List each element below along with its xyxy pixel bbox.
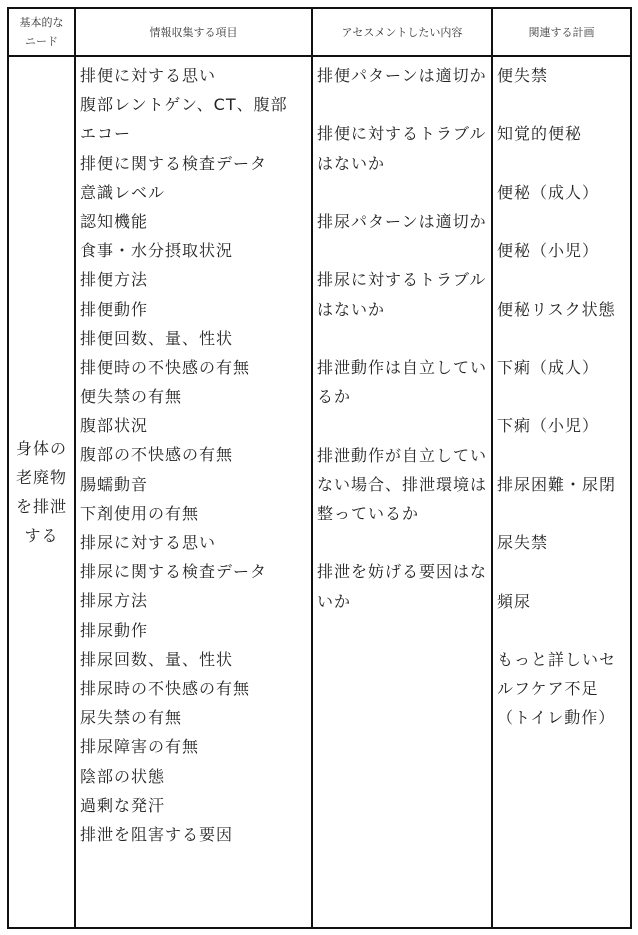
list-item: 過剰な発汗 xyxy=(80,795,166,815)
assessment-cell xyxy=(312,56,492,928)
plan-item: 知覚的便秘 xyxy=(497,124,583,144)
plan-item: 便秘（小児） xyxy=(497,241,600,261)
assessment-item: 排尿に対するトラブルはないか xyxy=(317,270,487,319)
plan-item: 下痢（成人） xyxy=(497,357,600,377)
list-item: 排便に対する思い xyxy=(80,66,217,85)
list-item: 腸蠕動音 xyxy=(80,474,149,494)
plan-item: もっと詳しいセルフケア不足（トイレ動作） xyxy=(497,649,617,728)
assessment-item: 排泄動作が自立していない場合、排泄環境は整っているか xyxy=(317,445,488,523)
list-item: 腹部状況 xyxy=(80,416,149,436)
list-item: 陰部の状態 xyxy=(80,766,166,786)
list-item: 排便動作 xyxy=(80,299,149,319)
list-item: 排便回数、量、性状 xyxy=(80,328,234,348)
need-text: 身体の老廃物を排泄する xyxy=(15,439,67,545)
list-item: 意識レベル xyxy=(80,182,166,202)
list-item: 排尿動作 xyxy=(80,620,149,640)
list-item: 便失禁の有無 xyxy=(80,387,183,407)
list-item: 食事・水分摂取状況 xyxy=(80,241,234,261)
list-item: 排尿回数、量、性状 xyxy=(80,649,234,669)
list-item: 腹部の不快感の有無 xyxy=(80,445,234,465)
list-item: 排便に関する検査データ xyxy=(80,153,268,173)
header-need: 基本的なニード xyxy=(8,8,75,56)
list-item: 排尿時の不快感の有無 xyxy=(80,678,251,698)
list-item: 排尿障害の有無 xyxy=(80,737,200,757)
list-item: 排尿に対する思い xyxy=(80,533,217,552)
care-plan-table xyxy=(7,7,632,929)
list-item: 排尿方法 xyxy=(80,591,149,611)
list-item: 排尿に関する検査データ xyxy=(80,562,268,582)
plans-cell xyxy=(492,56,631,928)
list-item: 下剤使用の有無 xyxy=(80,503,200,523)
assessment-item: 排泄を妨げる要因はないか xyxy=(317,562,488,611)
assessment-item: 排尿パターンは適切か xyxy=(317,211,487,231)
plan-item: 尿失禁 xyxy=(497,533,549,553)
list-item: 排泄を阻害する要因 xyxy=(80,824,234,844)
need-cell xyxy=(8,56,75,928)
plan-item: 下痢（小児） xyxy=(497,416,600,436)
plan-item: 便失禁 xyxy=(497,66,549,85)
items-cell xyxy=(75,56,312,928)
header-row xyxy=(8,8,631,56)
header-items: 情報収集する項目 xyxy=(75,8,312,56)
plan-item: 頻尿 xyxy=(497,591,532,611)
list-item: 腹部レントゲン、CT、腹部 xyxy=(80,95,288,115)
list-item: 尿失禁の有無 xyxy=(80,708,183,728)
assessment-item: 排便パターンは適切か xyxy=(317,66,487,85)
assessment-item: 排泄動作は自立しているか xyxy=(317,357,488,407)
plan-item: 便秘リスク状態 xyxy=(497,299,616,319)
header-assess: アセスメントしたい内容 xyxy=(312,8,492,56)
plan-item: 便秘（成人） xyxy=(497,182,600,202)
plan-item: 排尿困難・尿閉 xyxy=(497,474,617,494)
content-row xyxy=(8,56,631,928)
assessment-item: 排便に対するトラブルはないか xyxy=(317,124,487,173)
list-item: エコー xyxy=(80,124,132,144)
header-plans: 関連する計画 xyxy=(492,8,631,56)
list-item: 認知機能 xyxy=(80,211,149,231)
list-item: 排便方法 xyxy=(80,270,149,290)
list-item: 排便時の不快感の有無 xyxy=(80,357,251,377)
